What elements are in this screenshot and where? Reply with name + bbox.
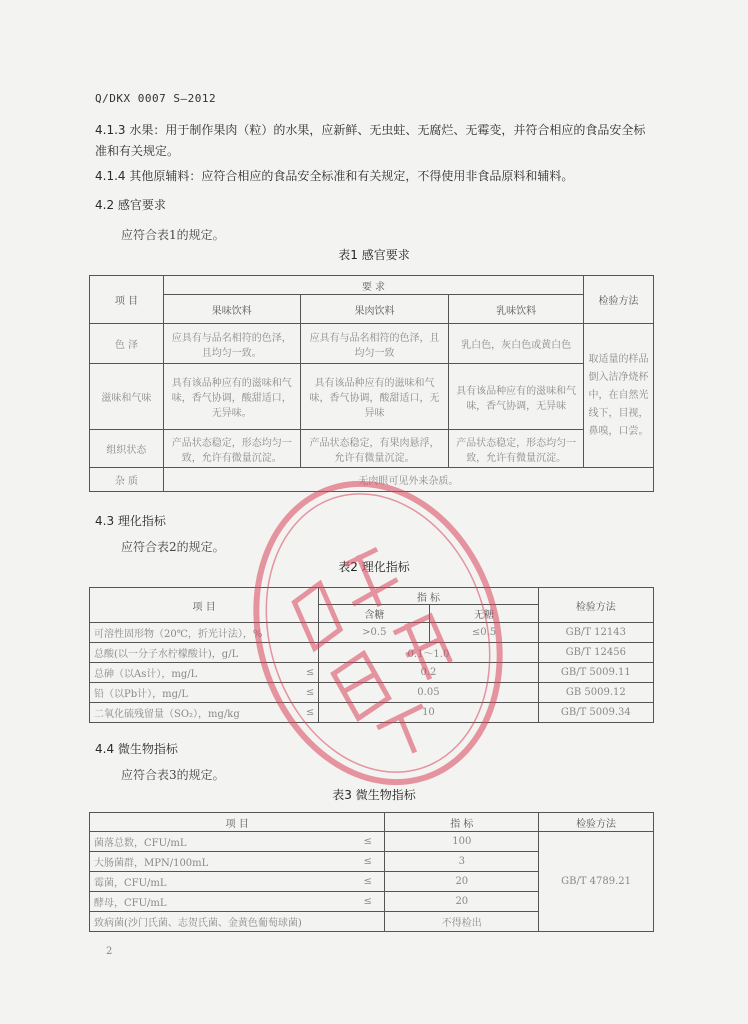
table-cell: 产品状态稳定，形态均匀一致，允许有微量沉淀。 (449, 430, 584, 468)
table-1-col-milk-flavor: 乳味饮料 (449, 295, 584, 324)
table-1-header-requirement: 要 求 (163, 276, 583, 295)
table-cell: GB/T 5009.34 (538, 703, 653, 723)
clause-4-1-4: 4.1.4 其他原辅料：应符合相应的食品安全标准和有关规定，不得使用非食品原料和辅料。 (95, 169, 574, 183)
table-cell: ≤ (351, 852, 385, 872)
table-2-physicochemical (89, 587, 654, 723)
table-cell: ≤ (351, 872, 385, 892)
table-cell: 0.1～1.0 (319, 643, 538, 663)
page-number: 2 (106, 946, 113, 957)
table-cell (351, 912, 385, 932)
section-4-3-heading: 4.3 理化指标 (95, 514, 166, 528)
standard-code: Q/DKX 0007 S—2012 (95, 92, 217, 105)
table-3-header-item: 项 目 (90, 813, 385, 832)
table-cell: 具有该品种应有的滋味和气味，香气协调，酸甜适口，无异味。 (163, 364, 300, 430)
table-cell: 0.05 (319, 683, 538, 703)
table-cell: 乳白色，灰白色或黄白色 (449, 324, 584, 364)
table-1-col-fruit-flavor: 果味饮料 (163, 295, 300, 324)
table-1-method-cell: 取适量的样品倒入洁净烧杯中，在自然光线下，目视，鼻嗅，口尝。 (584, 324, 654, 468)
table-cell: 杂 质 (90, 468, 164, 492)
table-cell: 大肠菌群，MPN/100mL (90, 852, 352, 872)
table-cell (302, 643, 319, 663)
table-2-header-no-sugar: 无糖 (430, 605, 538, 623)
table-cell: 20 (385, 872, 539, 892)
table-row (90, 468, 654, 492)
section-4-2-text: 应符合表1的规定。 (121, 228, 225, 242)
table-row (90, 663, 654, 683)
section-4-4-heading: 4.4 微生物指标 (95, 742, 178, 756)
table-cell: 0.2 (319, 663, 538, 683)
table-row (90, 430, 654, 468)
table-2-header-sugar: 含糖 (319, 605, 430, 623)
table-cell: 二氧化硫残留量（SO₂），mg/kg (90, 703, 302, 723)
table-3-header-index: 指 标 (385, 813, 539, 832)
section-4-2-heading: 4.2 感官要求 (95, 198, 166, 212)
table-cell (302, 623, 319, 643)
table-row (90, 683, 654, 703)
table-2-header-index: 指 标 (319, 588, 538, 605)
table-cell: 应具有与品名相符的色泽，且均匀一致 (300, 324, 449, 364)
table-cell: 应具有与品名相符的色泽，且均匀一致。 (163, 324, 300, 364)
table-row (90, 832, 654, 852)
table-cell: 3 (385, 852, 539, 872)
table-3-caption: 表3 微生物指标 (332, 788, 416, 802)
table-2-caption: 表2 理化指标 (338, 560, 410, 574)
table-cell: 酵母，CFU/mL (90, 892, 352, 912)
table-cell: 具有该品种应有的滋味和气味，香气协调，酸甜适口，无异味 (300, 364, 449, 430)
table-cell: GB 5009.12 (538, 683, 653, 703)
table-1-header-method: 检验方法 (584, 276, 654, 324)
table-2-header-item: 项 目 (90, 588, 319, 623)
table-row (90, 364, 654, 430)
table-3-header-method: 检验方法 (539, 813, 654, 832)
table-cell: GB/T 5009.11 (538, 663, 653, 683)
table-2-header-method: 检验方法 (538, 588, 653, 623)
table-3-method-cell: GB/T 4789.21 (539, 832, 654, 932)
table-cell: 10 (319, 703, 538, 723)
clause-4-1-3: 4.1.3 水果：用于制作果肉（粒）的水果，应新鲜、无虫蛀、无腐烂、无霉变，并符合相应的食品安全标准和有关规定。 (95, 123, 646, 158)
table-cell: 100 (385, 832, 539, 852)
table-cell: ≤ (302, 683, 319, 703)
table-row (90, 643, 654, 663)
table-cell: 铅（以Pb计），mg/L (90, 683, 302, 703)
table-cell: 菌落总数，CFU/mL (90, 832, 352, 852)
table-cell: ≤ (302, 703, 319, 723)
table-row (90, 623, 654, 643)
table-cell: 总酸(以一分子水柠檬酸计)，g/L (90, 643, 302, 663)
table-cell: 滋味和气味 (90, 364, 164, 430)
table-cell: ≤0.5 (430, 623, 538, 643)
section-4-3-text: 应符合表2的规定。 (121, 540, 225, 554)
table-cell: 可溶性固形物（20℃，折光计法），% (90, 623, 302, 643)
table-cell: 无肉眼可见外来杂质。 (163, 468, 653, 492)
table-cell: 色 泽 (90, 324, 164, 364)
section-4-4-text: 应符合表3的规定。 (121, 768, 225, 782)
table-row (90, 703, 654, 723)
table-1-sensory (89, 275, 654, 492)
table-cell: >0.5 (319, 623, 430, 643)
table-cell: 产品状态稳定，有果肉悬浮，允许有微量沉淀。 (300, 430, 449, 468)
table-cell: ≤ (351, 892, 385, 912)
table-cell: 组织状态 (90, 430, 164, 468)
table-1-col-fruit-pulp: 果肉饮料 (300, 295, 449, 324)
table-cell: ≤ (351, 832, 385, 852)
table-1-caption: 表1 感官要求 (338, 248, 410, 262)
table-cell: 产品状态稳定，形态均匀一致，允许有微量沉淀。 (163, 430, 300, 468)
table-cell: 致病菌(沙门氏菌、志贺氏菌、金黄色葡萄球菌) (90, 912, 352, 932)
table-cell: GB/T 12456 (538, 643, 653, 663)
table-3-microbiological (89, 812, 654, 932)
table-1-header-item: 项 目 (90, 276, 164, 324)
table-cell: 不得检出 (385, 912, 539, 932)
table-cell: 具有该品种应有的滋味和气味，香气协调，无异味 (449, 364, 584, 430)
table-row (90, 324, 654, 364)
table-cell: 20 (385, 892, 539, 912)
table-cell: 总砷（以As计），mg/L (90, 663, 302, 683)
table-cell: 霉菌，CFU/mL (90, 872, 352, 892)
table-cell: ≤ (302, 663, 319, 683)
table-cell: GB/T 12143 (538, 623, 653, 643)
